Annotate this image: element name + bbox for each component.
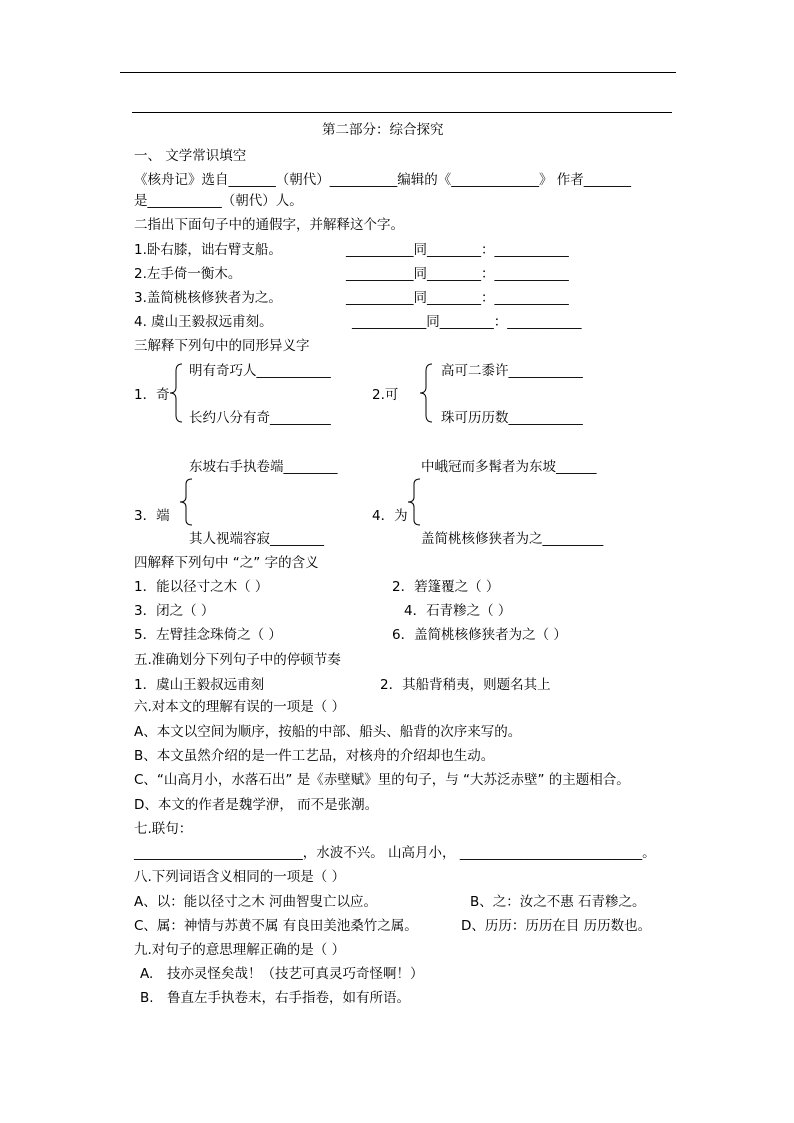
q4-item: 5．左臂挂念珠倚之（ ） xyxy=(134,627,282,643)
q4-item: 2．箬篷覆之（ ） xyxy=(392,579,500,595)
q9-option-letter: A. xyxy=(140,966,154,982)
q2-heading: 二指出下面句子中的通假字，并解释这个字。 xyxy=(134,217,404,233)
q5-heading: 五.准确划分下列句子中的停顿节奏 xyxy=(134,652,341,668)
q6-option: C、“山高月小，水落石出” 是《赤壁赋》里的句子，与 “大苏泛赤壁” 的主题相合。 xyxy=(134,772,630,788)
q1-line1: 《核舟记》选自_______（朝代）__________编辑的《_____________》 作者_______ xyxy=(134,172,632,188)
q4-heading: 四解释下列句中 “之” 字的含义 xyxy=(134,555,319,571)
brace-icon xyxy=(406,478,422,526)
q3-g4-top: 中峨冠而多髯者为东坡______ xyxy=(421,459,597,475)
q1-line2: 是___________（朝代）人。 xyxy=(134,193,303,209)
q5-item: 1．虞山王毅叔远甫刻 xyxy=(134,677,265,693)
q4-item: 3．闭之（ ） xyxy=(134,603,215,619)
q9-option: 技亦灵怪矣哉！（技艺可真灵巧奇怪啊！） xyxy=(167,966,424,982)
q6-option: D、本文的作者是魏学洢， 而不是张潮。 xyxy=(134,797,379,813)
q7-line: _________________________，水波不兴。 山高月小， ___________________________。 xyxy=(134,845,656,861)
q2-item-blank: __________同________：___________ xyxy=(346,290,569,306)
q2-item-sentence: 1.卧右膝，诎右臂支船。 xyxy=(134,242,282,258)
q8-heading: 八.下列词语含义相同的一项是（ ） xyxy=(134,869,346,885)
brace-icon xyxy=(168,363,184,423)
q8-option: B、之：汝之不惠 石青糁之。 xyxy=(470,894,646,910)
q1-heading: 一、 文学常识填空 xyxy=(134,148,247,164)
title-rule xyxy=(132,112,672,113)
q3-g3-label: 3．端 xyxy=(134,508,170,524)
q2-item-sentence: 3.盖简桃核修狭者为之。 xyxy=(134,290,282,306)
q4-item: 1．能以径寸之木（ ） xyxy=(134,579,269,595)
q7-heading: 七.联句： xyxy=(134,821,193,837)
q3-g1-bottom: 长约八分有奇_________ xyxy=(189,410,331,426)
q9-option: 鲁直左手执卷末，右手指卷，如有所语。 xyxy=(167,990,410,1006)
q3-g1-label: 1．奇 xyxy=(134,387,170,403)
q2-item-sentence: 2.左手倚一衡木。 xyxy=(134,266,242,282)
q6-heading: 六.对本文的理解有误的一项是（ ） xyxy=(134,699,346,715)
q2-item-blank: __________同________：___________ xyxy=(346,266,569,282)
q3-g2-bottom: 珠可历历数___________ xyxy=(441,410,583,426)
q6-option: A、本文以空间为顺序，按船的中部、船头、船背的次序来写的。 xyxy=(134,724,522,740)
q8-option: D、历历：历历在目 历历数也。 xyxy=(461,918,652,934)
header-rule xyxy=(120,72,676,73)
q6-option: B、本文虽然介绍的是一件工艺品，对核舟的介绍却也生动。 xyxy=(134,748,495,764)
q3-g2-label: 2.可 xyxy=(372,387,399,403)
q3-g3-top: 东坡右手执卷端________ xyxy=(189,459,338,475)
q4-item: 4．石青糁之（ ） xyxy=(404,603,512,619)
q3-g4-label: 4．为 xyxy=(372,508,408,524)
q2-item-sentence: 4. 虞山王毅叔远甫刻。 xyxy=(134,314,273,330)
q8-option: A、以：能以径寸之木 河曲智叟亡以应。 xyxy=(134,894,378,910)
q3-g2-top: 高可二黍许___________ xyxy=(441,363,583,379)
q3-g4-bottom: 盖简桃核修狭者为之_________ xyxy=(421,531,604,547)
q2-item-blank: __________同________：___________ xyxy=(346,242,569,258)
q3-heading: 三解释下列句中的同形异义字 xyxy=(134,338,310,354)
q3-g3-bottom: 其人视端容寂________ xyxy=(189,531,324,547)
section-title: 第二部分：综合探究 xyxy=(322,122,444,138)
q3-g1-top: 明有奇巧人___________ xyxy=(189,363,331,379)
q4-item: 6．盖简桃核修狭者为之（ ） xyxy=(392,627,567,643)
q8-option: C、属：神情与苏黄不属 有良田美池桑竹之属。 xyxy=(134,918,418,934)
q2-item-blank: ___________同________：___________ xyxy=(352,314,582,330)
brace-icon xyxy=(418,363,434,423)
q9-option-letter: B. xyxy=(140,990,154,1006)
q5-item: 2．其船背稍夷，则题名其上 xyxy=(380,677,551,693)
q9-heading: 九.对句子的意思理解正确的是（ ） xyxy=(134,942,346,958)
brace-icon xyxy=(178,478,194,526)
